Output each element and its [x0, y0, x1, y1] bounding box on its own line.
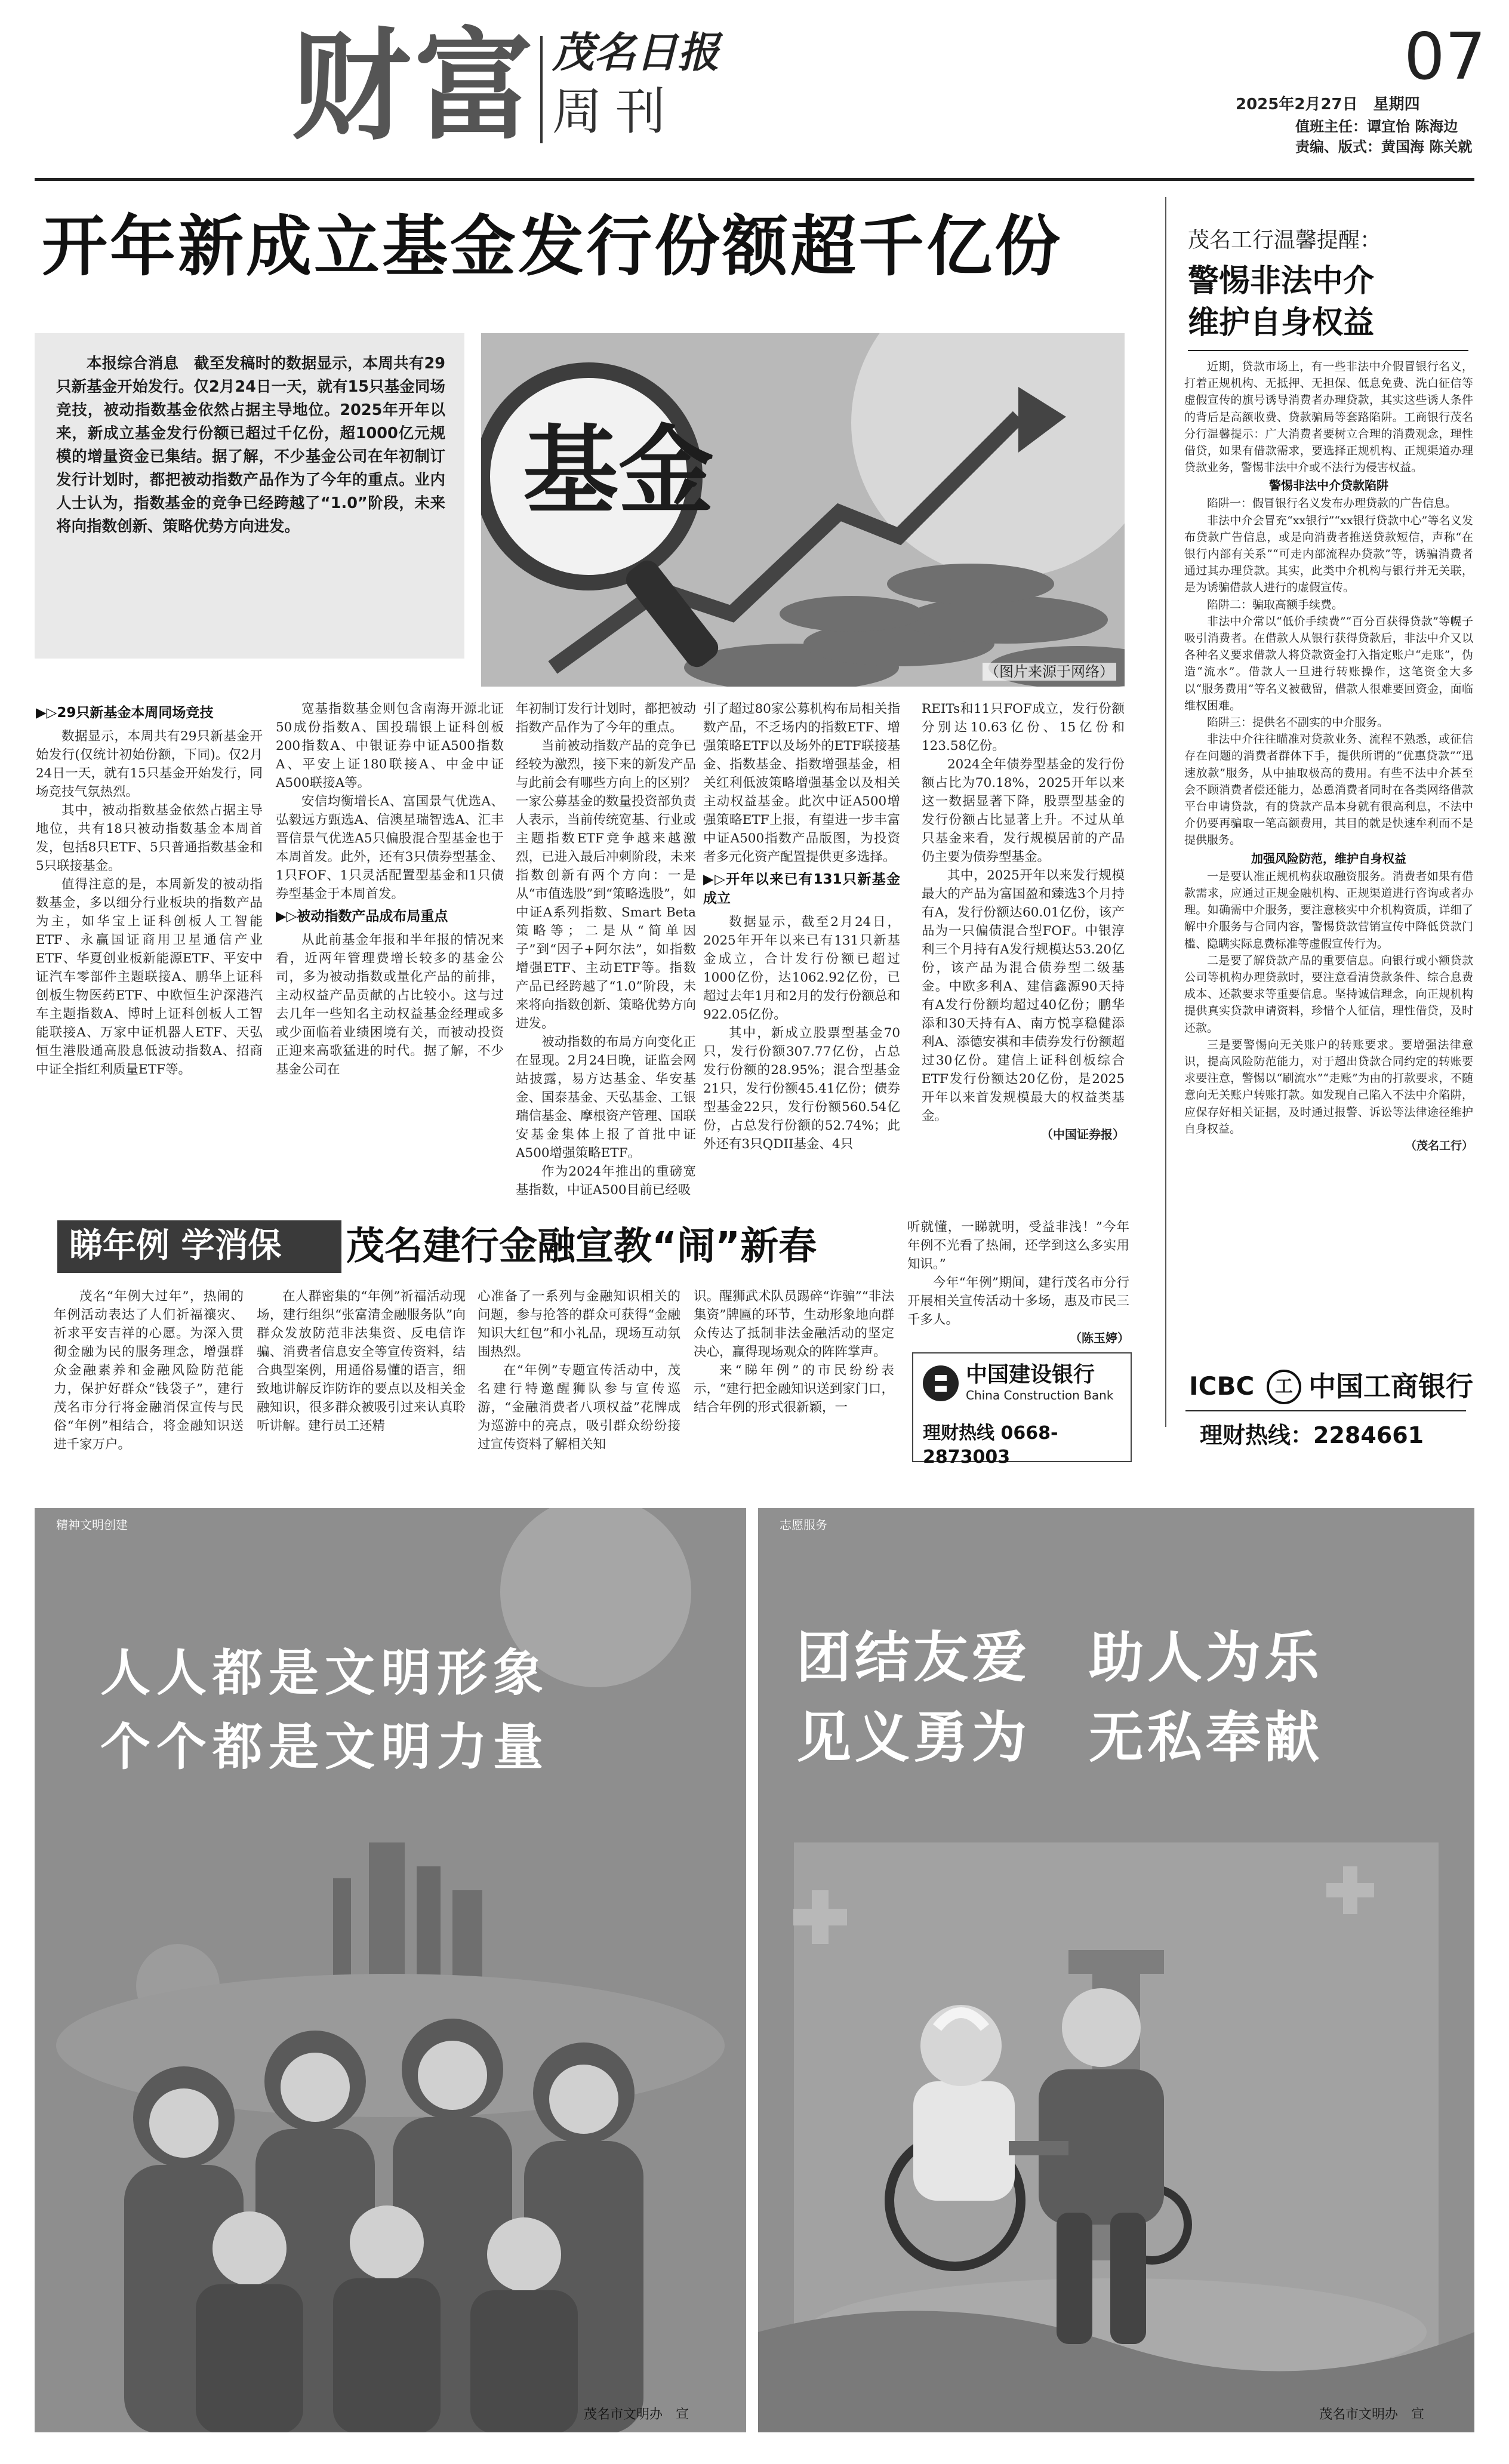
section-name: 周刊	[552, 82, 679, 141]
lead-column-4	[703, 700, 900, 1153]
sidebar-source: （茂名工行）	[1405, 1139, 1473, 1152]
sidebar-subhead-2: 加强风险防范，维护自身权益	[1251, 851, 1406, 866]
lead-intro	[35, 333, 464, 659]
lead-paragraph: 作为2024年推出的重磅宽基指数，中证A500目前已经吸	[516, 1164, 696, 1198]
lead-column-2	[276, 700, 504, 1079]
story2-column-5	[907, 1218, 1129, 1348]
ccb-name: 中国建设银行	[966, 1362, 1095, 1387]
story2-paragraph: 在“年例”专题宣传活动中，茂名建行特邀醒狮队参与宣传巡游，“金融消费者八项权益”花牌成为巡游中的亮点，吸引群众纷纷接过宣传资料了解相关知	[478, 1363, 680, 1452]
story2-paragraph: 茂名“年例大过年”，热闹的年例活动表达了人们祈福禳灾、祈求平安吉祥的心愿。为深入贯彻金融为民的服务理念，增强群众金融素养和金融风险防范能力，保护好群众“钱袋子”，建行茂名市分行将金融消保宣传与民俗“年例”相结合，将金融知识送进千家万户。	[54, 1289, 244, 1452]
lead-paragraph: 引了超过80家公募机构布局相关指数产品，不乏场内的指数ETF、增强策略ETF以及场外的ETF联接基金、指数基金、指数增强基金，相关红利低波策略增强基金以及相关主动权益基金。此次中证A500增强策略ETF上报，有望进一步丰富中证A500指数产品版图，为投资者多元化资产配置提供更多选择。	[703, 702, 900, 865]
poster-right-line2: 见义勇为 无私奉献	[796, 1706, 1323, 1770]
lead-headline: 开年新成立基金发行份额超千亿份	[42, 208, 1063, 285]
icbc-logo-icon: 工	[1267, 1370, 1301, 1404]
sidebar-paragraph: 三是要警惕向无关账户的转账要求。要增强法律意识，提高风险防范能力，对于超出贷款合同约定的转账要求要注意，警惕以“刷流水”“走账”为由的打款要求，不随意向无关账户转账打款。如发现自己陷入不法中介陷阱，应保存好相关证据，及时通过报警、诉讼等法律途径维护自身权益。	[1184, 1038, 1473, 1136]
lead-paragraph: 年初制订发行计划时，都把被动指数产品作为了今年的重点。	[516, 702, 696, 735]
sidebar-paragraph: 一是要认准正规机构获取融资服务。消费者如果有借款需求，应通过正规金融机构、正规渠道进行咨询或者办理。如确需中介服务，要注意核实中介机构资质，详细了解中介服务与合同内容，警惕贷款营销宣传中降低贷款门槛、隐瞒实际息费标准等虚假宣传行为。	[1184, 869, 1473, 950]
story2-column-4	[694, 1287, 894, 1417]
poster-left-line2: 个个都是文明力量	[100, 1718, 550, 1776]
sidebar-headline-line2: 维护自身权益	[1188, 305, 1375, 341]
lead-paragraph: 数据显示，截至2月24日，2025年开年以来已有131只新基金成立，合计发行份额已超过1000亿份，达1062.92亿份，已超过去年1月和2月的发行份额总和922.05亿份。	[703, 915, 900, 1022]
story2-paragraph: 听就懂，一睇就明，受益非浅！”今年年例不光看了热闹，还学到这么多实用知识。”	[907, 1220, 1129, 1272]
lead-intro-text: 本报综合消息 截至发稿时的数据显示，本周共有29只新基金开始发行。仅2月24日一天，就有15只基金同场竞技，被动指数基金依然占据主导地位。2025年开年以来，新成立基金发行份额已超过千亿份，超1000亿元规模的增量资金已集结。据了解，不少基金公司在年初制订发行计划时，都把被动指数产品作为了今年的重点。业内人士认为，指数基金的竞争已经跨越了“1.0”阶段，未来将向指数创新、策略优势方向进发。	[56, 355, 445, 536]
masthead-title: 财富	[291, 16, 538, 156]
sidebar-headline-line1: 警惕非法中介	[1188, 263, 1375, 299]
lead-photo-caption: （图片来源于网络）	[983, 663, 1116, 681]
sidebar-paragraph: 非法中介往往瞄准对贷款业务、流程不熟悉，或征信存在问题的消费者群体下手，提供所谓的“优惠贷款”“迅速放款”服务，从中抽取极高的费用。有些不法中介甚至会不顾消费者偿还能力，怂恿消费者同时在各类网络借款平台申请贷款，有的贷款产品本身就有很高利息，不法中介仍要再骗取一笔高额费用，其目的就是快速牟利而不是提供服务。	[1184, 733, 1473, 847]
poster-right-line1: 团结友爱 助人为乐	[796, 1626, 1323, 1690]
sidebar-paragraph: 近期，贷款市场上，有一些非法中介假冒银行名义，打着正规机构、无抵押、无担保、低息免费、洗白征信等虚假宣传的旗号诱导消费者办理贷款，其实这些诱人条件的背后是高额收费、贷款骗局等套路陷阱。工商银行茂名分行温馨提示：广大消费者要树立合理的消费观念，理性借贷，如果有借款需求，要选择正规机构、正规渠道办理贷款业务，警惕非法中介或不法行为侵害权益。	[1184, 360, 1473, 475]
sidebar-body	[1184, 358, 1473, 1154]
lead-subhead-2: ▶▷被动指数产品成布局重点	[276, 909, 448, 924]
story2-column-2	[257, 1287, 466, 1435]
story2-source: （陈玉婷）	[1070, 1331, 1129, 1345]
lead-subhead-3: ▶▷开年以来已有131只新基金成立	[703, 872, 900, 906]
ccb-english-name: China Construction Bank	[966, 1388, 1114, 1402]
page-number: 07	[1404, 20, 1486, 94]
lead-paragraph: 其中，被动指数基金依然占据主导地位，共有18只被动指数基金本周首发，包括8只ETF、5只普通指数基金和5只联接基金。	[36, 803, 263, 873]
icbc-rule	[1185, 1410, 1466, 1411]
icbc-hotline: 理财热线：2284661	[1200, 1422, 1424, 1448]
sidebar-paragraph: 非法中介常以“低价手续费”“百分百获得贷款”等幌子吸引消费者。在借款人从银行获得贷款后，非法中介又以各种名义要求借款人将贷款资金打入指定账户“走账”，伪造“流水”。借款人一旦进行转账操作，这笔资金大多以“服务费用”等名义被截留，借款人很难要回资金，面临维权困难。	[1184, 614, 1473, 712]
lead-subhead-1: ▶▷29只新基金本周同场竞技	[36, 705, 214, 721]
poster-left-line1: 人人都是文明形象	[100, 1644, 550, 1702]
icbc-ad	[1185, 1361, 1473, 1463]
sidebar-paragraph: 陷阱二：骗取高额手续费。	[1207, 598, 1344, 611]
lead-paragraph: REITs和11只FOF成立，发行份额分别达10.63亿份、15亿份和123.58亿份。	[922, 702, 1125, 753]
sidebar-divider	[1165, 197, 1166, 1427]
story2-tag	[57, 1220, 341, 1273]
story2-column-1	[54, 1287, 244, 1454]
lead-paragraph: 安信均衡增长A、富国景气优选A、弘毅远方甄选A、信澳星瑞智选A、汇丰晋信景气优选A5只偏股混合型基金也于本周首发。此外，还有3只债券型基金、1只FOF、1只灵活配置型基金和1只债券型基金于本周首发。	[276, 794, 504, 902]
layout-editors: 责编、版式：黄国海 陈关就	[1295, 139, 1473, 155]
story2-paragraph: 心准备了一系列与金融知识相关的问题，参与抢答的群众可获得“金融知识大红包”和小礼品，现场互动氛围热烈。	[478, 1289, 680, 1359]
lead-photo-word: 基金	[523, 414, 715, 527]
story2-column-3	[478, 1287, 680, 1454]
story2-paragraph: 在人群密集的“年例”祈福活动现场，建行组织“张富清金融服务队”向群众发放防范非法集资、反电信诈骗、消费者信息安全等宣传资料，结合典型案例，用通俗易懂的语言，细致地讲解反诈防诈的要点以及相关金融知识，很多群众被吸引过来认真聆听讲解。建行员工还精	[257, 1289, 466, 1434]
masthead-divider	[540, 36, 543, 143]
icbc-name: 中国工商银行	[1308, 1370, 1473, 1402]
lead-paragraph: 其中，新成立股票型基金70只，发行份额307.77亿份，占总发行份额的28.95%；混合型基金21只，发行份额45.41亿份；债券型基金22只，发行份额560.54亿份，占总发行份额的52.74%；此外还有3只QDII基金、4只	[703, 1026, 900, 1152]
masthead-rule	[35, 178, 1474, 181]
lead-column-5	[922, 700, 1125, 1144]
lead-column-1	[36, 700, 263, 1079]
ccb-hotline: 理财热线 0668-2873003	[923, 1423, 1058, 1468]
sidebar-paragraph: 非法中介会冒充“xx银行”“xx银行贷款中心”等名义发布贷款广告信息，或是向消费者推送贷款短信，声称“在银行内部有关系”“可走内部流程办贷款”等，诱骗消费者通过其办理贷款。其实，此类中介机构与银行并无关联，是为诱骗借款人进行的虚假宣传。	[1184, 513, 1473, 595]
icbc-abbr: ICBC	[1189, 1371, 1255, 1401]
story2-paragraph: 识。醒狮武术队员踢碎“诈骗”“非法集资”牌匾的环节，生动形象地向群众传达了抵制非法金融活动的坚定决心，赢得现场观众的阵阵掌声。	[694, 1289, 894, 1359]
poster-left-tag: 精神文明创建	[56, 1518, 128, 1532]
sidebar-headline-rule	[1188, 350, 1468, 351]
issue-date: 2025年2月27日 星期四	[1236, 96, 1420, 113]
story2-headline: 茂名建行金融宣教“闹”新春	[346, 1225, 817, 1269]
sidebar-paragraph: 陷阱一：假冒银行名义发布办理贷款的广告信息。	[1207, 497, 1457, 510]
sidebar-subhead-1: 警惕非法中介贷款陷阱	[1269, 478, 1388, 493]
sidebar-kicker: 茂名工行温馨提醒：	[1188, 228, 1382, 253]
story2-paragraph: 来“睇年例”的市民纷纷表示，“建行把金融知识送到家门口，结合年例的形式很新颖，一	[694, 1363, 894, 1415]
ccb-logo-icon	[922, 1364, 960, 1402]
lead-paragraph: 宽基指数基金则包含南海开源北证50成份指数A、国投瑞银上证科创板200指数A、中银证券中证A500指数A、平安上证180联接A、中金中证A500联接A等。	[276, 702, 504, 790]
lead-source: （中国证券报）	[1041, 1127, 1125, 1142]
ccb-ad	[912, 1352, 1132, 1468]
lead-paragraph: 值得注意的是，本周新发的被动指数基金，多以细分行业板块的指数产品为主，如华宝上证科创板人工智能ETF、永赢国证商用卫星通信产业ETF、华夏创业板新能源ETF、平安中证汽车零部件主题联接A、鹏华上证科创板生物医药ETF、中欧恒生沪深港汽车主题指数A、博时上证科创板人工智能联接A、万家中证机器人ETF、天弘恒生港股通高股息低波动指数A、招商中证全指红利质量ETF等。	[36, 877, 263, 1077]
lead-paragraph: 从此前基金年报和半年报的情况来看，近两年管理费增长较多的基金公司，多为被动指数或量化产品的前排，主动权益产品贡献的占比较小。这与过去几年一些知名主动权益基金经理或多或少面临着业绩困境有关，而被动投资正迎来高歌猛进的时代。据了解，不少基金公司在	[276, 933, 504, 1077]
paper-name: 茂名日报	[552, 27, 719, 77]
lead-paragraph: 当前被动指数产品的竞争已经较为激烈，接下来的新发产品与此前会有哪些方向上的区别？一家公募基金的数量投资部负责人表示，当前传统宽基、行业或主题指数ETF竞争越来越激烈，已进入最后冲刺阶段，未来指数创新有两个方向：一是从“市值选股”到“策略选股”，如中证A系列指数、Smart Beta策略等；二是从“简单因子”到“因子+阿尔法”，如指数增强ETF、主动ETF等。指数产品已经跨越了“1.0”阶段，未来将向指数创新、策略优势方向进发。	[516, 739, 696, 1031]
poster-left-footer: 茂名市文明办 宣	[584, 2407, 689, 2422]
story2-paragraph: 今年“年例”期间，建行茂名市分行开展相关宣传活动十多场，惠及市民三千多人。	[907, 1275, 1129, 1327]
poster-right-footer: 茂名市文明办 宣	[1319, 2407, 1425, 2422]
lead-paragraph: 其中，2025开年以来发行规模最大的产品为富国盈和臻选3个月持有A，发行份额达60.01亿份，该产品为一只偏债混合型FOF。中银淳利三个月持有A发行规模达53.20亿份，该产品为混合债券型二级基金。中欧多利A、建信鑫源90天持有A发行份额均超过40亿份；鹏华添和30天持有A、南方悦享稳健添利A、添德安祺和丰债券发行份额超过30亿份。建信上证科创板综合ETF发行份额达20亿份，是2025开年以来首发规模最大的权益类基金。	[922, 868, 1125, 1124]
poster-left	[35, 1508, 746, 2432]
poster-right-tag: 志愿服务	[780, 1518, 827, 1532]
lead-paragraph: 被动指数的布局方向变化正在显现。2月24日晚，证监会网站披露，易方达基金、华安基金、国泰基金、天弘基金、工银瑞信基金、摩根资产管理、国联安基金集体上报了首批中证A500增强策略ETF。	[516, 1035, 696, 1161]
sidebar-paragraph: 陷阱三：提供名不副实的中介服务。	[1207, 716, 1389, 730]
lead-column-3	[516, 700, 696, 1199]
lead-photo	[481, 333, 1125, 687]
lead-paragraph: 2024全年债券型基金的发行份额占比为70.18%，2025开年以来这一数据显著下降，股票型基金的发行份额占比显著上升。不过从单只基金来看，发行规模居前的产品仍主要为债券型基金。	[922, 757, 1125, 865]
story2-tag-text: 睇年例 学消保	[69, 1226, 282, 1265]
sidebar-paragraph: 二是要了解贷款产品的重要信息。向银行或小额贷款公司等机构办理贷款时，要注意看清贷款条件、综合息费成本、还款要求等重要信息。坚持诚信理念，向正规机构提供真实贷款申请资料，珍惜个人征信，理性借贷，及时还款。	[1184, 953, 1473, 1035]
duty-editors: 值班主任：谭宜怡 陈海边	[1295, 118, 1458, 135]
poster-right	[758, 1508, 1474, 2432]
lead-paragraph: 数据显示，本周共有29只新基金开始发行(仅统计初始份额，下同)。仅2月24日一天，就有15只基金开始发行，同场竞技气氛热烈。	[36, 729, 263, 799]
